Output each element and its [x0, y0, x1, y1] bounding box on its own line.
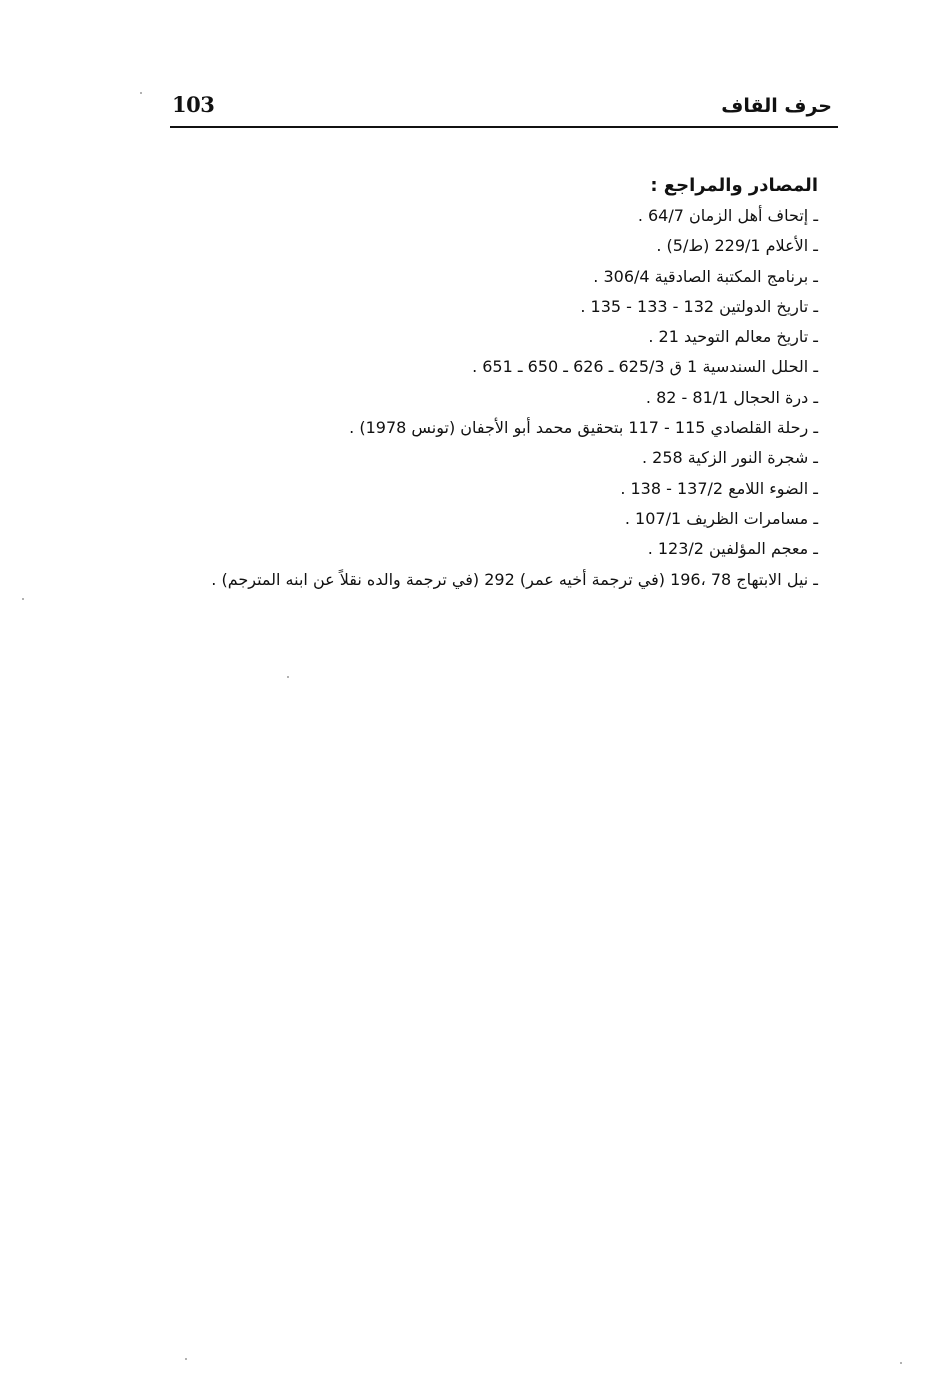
running-head-title: حرف القاف	[721, 95, 832, 117]
page-number: 103	[172, 92, 215, 117]
source-item: ـ نيل الابتهاج 78 ،196 (في ترجمة أخيه عمر) 292 (في ترجمة والده نقلاً عن ابنه المترجم) .	[211, 569, 818, 589]
source-item: ـ رحلة القلصادي 115 - 117 بتحقيق محمد أبو الأجفان (تونس 1978) .	[349, 418, 818, 438]
source-item: ـ الحلل السندسية 1 ق 625/3 ـ 626 ـ 650 ـ 651 .	[472, 357, 818, 377]
header-rule	[170, 126, 838, 128]
sources-heading: المصادر والمراجع :	[650, 175, 818, 196]
scan-speck	[140, 92, 142, 94]
source-item: ـ تاريخ معالم التوحيد 21 .	[648, 327, 818, 347]
source-item: ـ درة الحجال 81/1 - 82 .	[645, 387, 818, 407]
source-list	[178, 201, 818, 595]
source-item: ـ شجرة النور الزكية 258 .	[641, 448, 818, 468]
source-item: ـ إتحاف أهل الزمان 64/7 .	[637, 206, 818, 225]
scan-speck	[185, 1358, 187, 1360]
source-item: ـ الأعلام 229/1 (ط/5) .	[656, 236, 818, 256]
source-item: ـ معجم المؤلفين 123/2 .	[647, 539, 818, 559]
scan-speck	[900, 1362, 902, 1364]
scan-speck	[287, 676, 289, 678]
sources-section	[178, 170, 818, 595]
source-item: ـ برنامج المكتبة الصادقية 306/4 .	[593, 266, 818, 286]
source-item: ـ الضوء اللامع 137/2 - 138 .	[620, 478, 818, 498]
source-item: ـ تاريخ الدولتين 132 - 133 - 135 .	[580, 296, 818, 316]
source-item: ـ مسامرات الظريف 107/1 .	[624, 508, 818, 528]
scan-speck	[22, 598, 24, 600]
